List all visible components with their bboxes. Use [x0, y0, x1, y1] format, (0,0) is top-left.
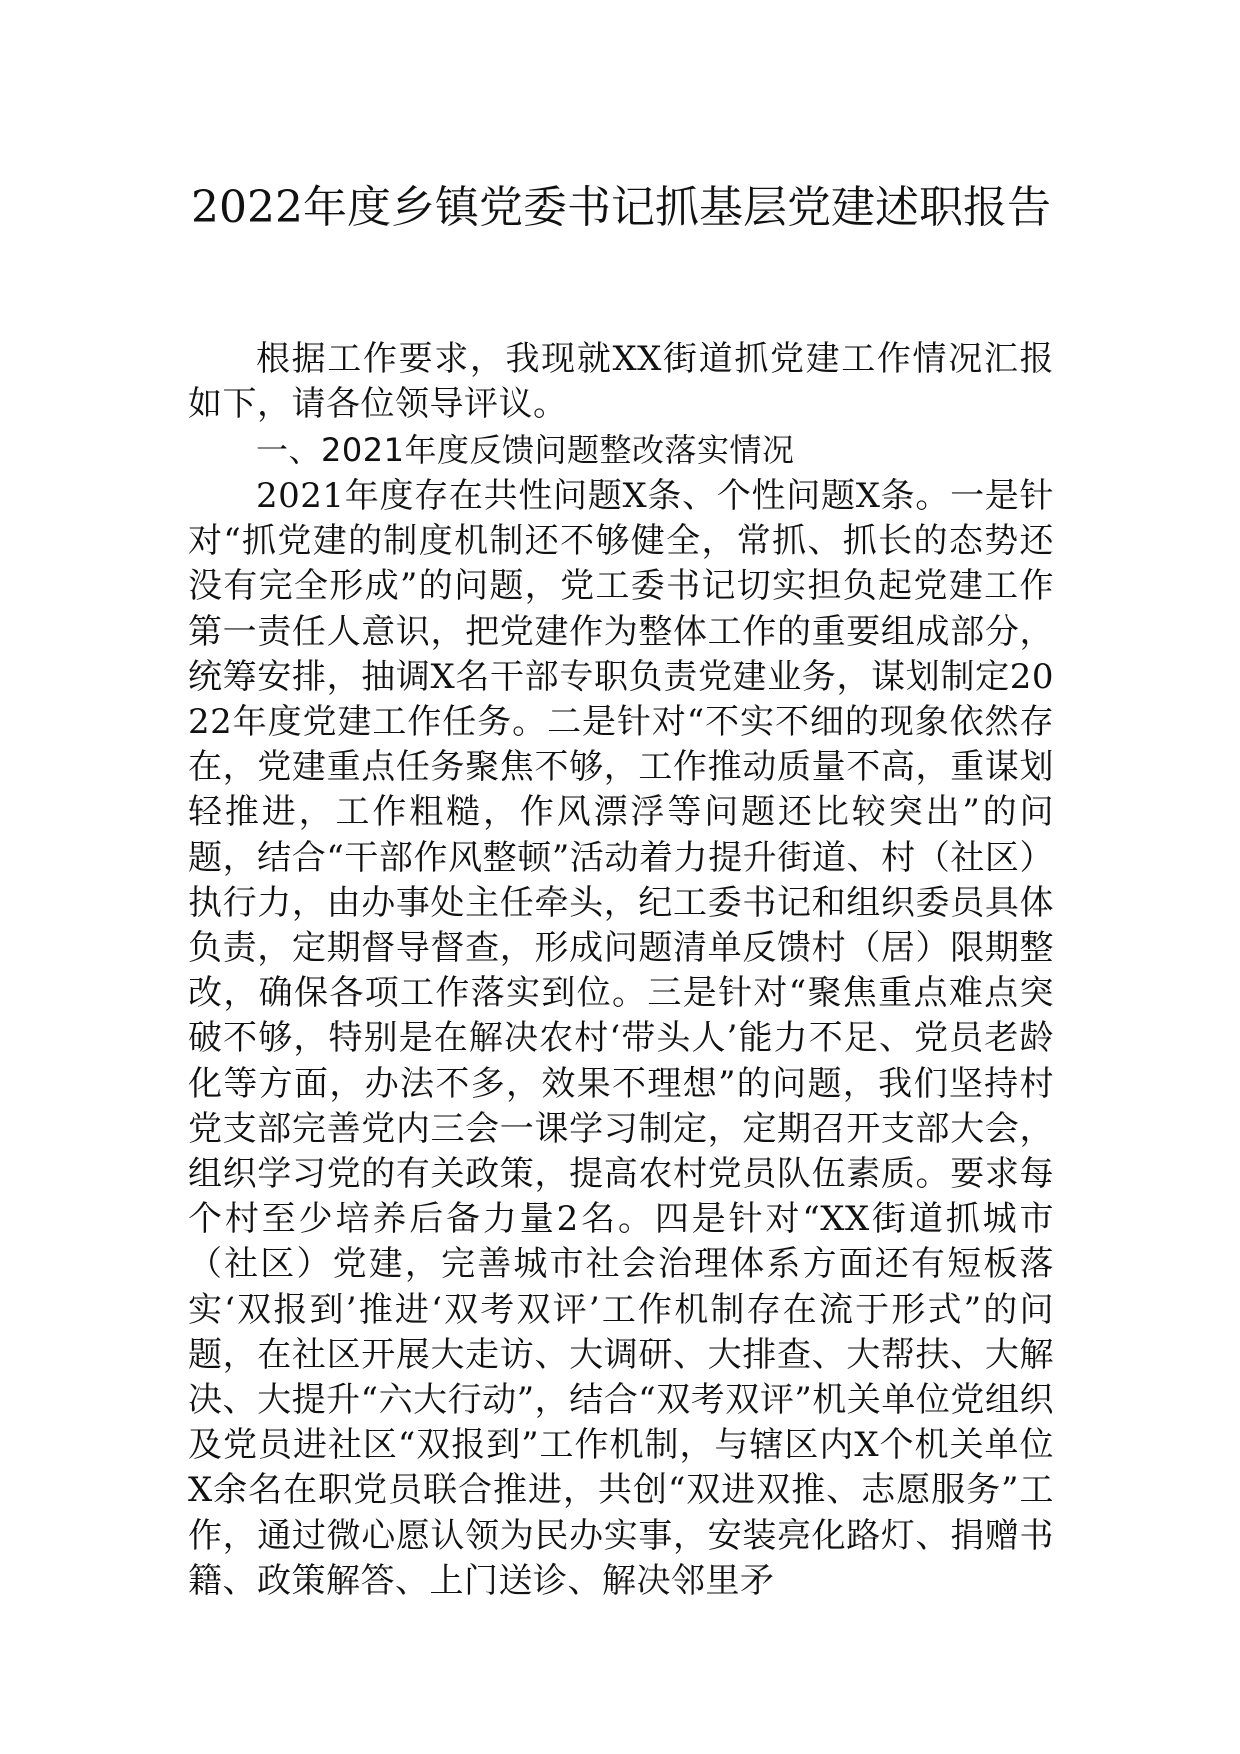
document-title: 2022年度乡镇党委书记抓基层党建述职报告 — [191, 182, 1051, 233]
body-paragraph: 2021年度存在共性问题X条、个性问题X条。一是针对“抓党建的制度机制还不够健全，常抓、抓长的态势还没有完全形成”的问题，党工委书记切实担负起党建工作第一责任人意识，把党建作为整体工作的重要组成部分，统筹安排，抽调X名干部专职负责党建业务，谋划制定2022年度党建工作任务。二是针对“不实不细的现象依然存在，党建重点任务聚焦不够，工作推动质量不高，重谋划轻推进，工作粗糙，作风漂浮等问题还比较突出”的问题，结合“干部作风整顿”活动着力提升街道、村（社区）执行力，由办事处主任牵头，纪工委书记和组织委员具体负责，定期督导督查，形成问题清单反馈村（居）限期整改，确保各项工作落实到位。三是针对“聚焦重点难点突破不够，特别是在解决农村‘带头人’能力不足、党员老龄化等方面，办法不多，效果不理想”的问题，我们坚持村党支部完善党内三会一课学习制定，定期召开支部大会，组织学习党的有关政策，提高农村党员队伍素质。要求每个村至少培养后备力量2名。四是针对“XX街道抓城市（社区）党建，完善城市社会治理体系方面还有短板落实‘双报到’推进‘双考双评’工作机制存在流于形式”的问题，在社区开展大走访、大调研、大排查、大帮扶、大解决、大提升“六大行动”，结合“双考双评”机关单位党组织及党员进社区“双报到”工作机制，与辖区内X个机关单位X余名在职党员联合推进，共创“双进双推、志愿服务”工作，通过微心愿认领为民办实事，安装亮化路灯、捐赠书籍、政策解答、上门送诊、解决邻里矛 — [188, 476, 1054, 1601]
section-heading: 一、2021年度反馈问题整改落实情况 — [256, 431, 795, 469]
document-page — [188, 0, 1054, 1754]
intro-paragraph: 根据工作要求，我现就XX街道抓党建工作情况汇报如下，请各位领导评议。 — [188, 339, 1054, 425]
